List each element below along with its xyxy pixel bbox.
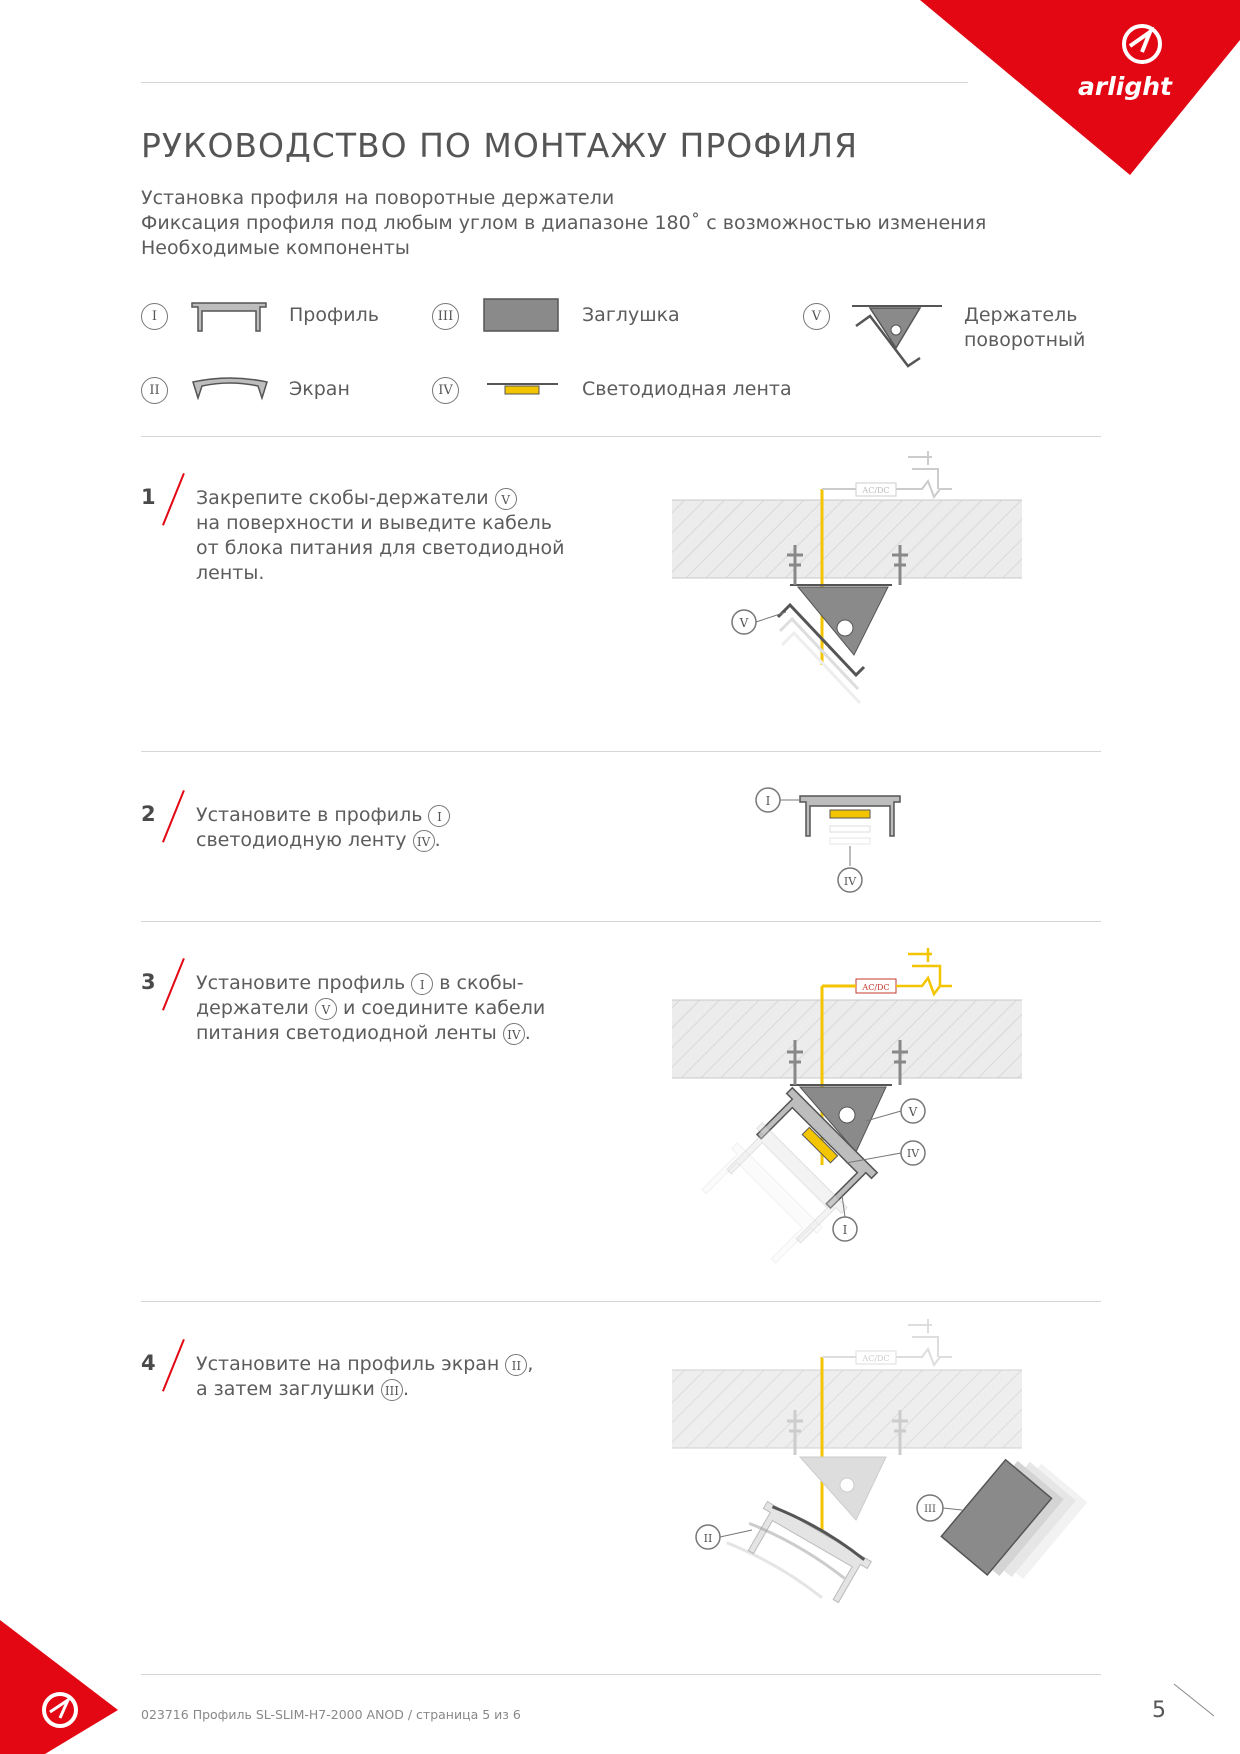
step-text-line: ленты. — [196, 562, 265, 584]
footer-divider — [141, 1674, 1101, 1675]
step-number: 4 — [141, 1351, 156, 1375]
led-strip-icon — [485, 380, 560, 402]
top-divider — [141, 82, 968, 83]
profile-icon — [188, 297, 270, 335]
step1-diagram — [660, 445, 1030, 735]
step-text-part: Закрепите скобы-держатели — [196, 487, 495, 509]
screen-cover-icon — [190, 372, 270, 402]
arlight-logo-icon — [1120, 22, 1164, 66]
diagram-label: I — [765, 794, 771, 808]
divider — [141, 436, 1101, 437]
intro-line: Необходимые компоненты — [141, 237, 410, 259]
intro-line: Установка профиля на поворотные держатели — [141, 187, 615, 209]
swivel-holder-icon — [850, 300, 945, 382]
step-text — [196, 1352, 533, 1402]
diagram-label: I — [842, 1223, 848, 1237]
step-text-part: . — [524, 1022, 531, 1044]
diagram-label: III — [924, 1504, 936, 1515]
component-label: Экран — [289, 378, 350, 400]
divider — [141, 1301, 1101, 1302]
numeral-badge: V — [803, 303, 830, 330]
brand-corner-bottom — [0, 1600, 130, 1754]
component-label: Светодиодная лента — [582, 378, 792, 400]
step3-diagram — [660, 940, 1030, 1275]
page-number: 5 — [1152, 1698, 1166, 1723]
step-text-part: держатели — [196, 997, 315, 1019]
numeral-badge: IV — [432, 377, 459, 404]
step-text-part: а затем заглушки — [196, 1378, 381, 1400]
step-text-part: Установите профиль — [196, 972, 412, 994]
component-label — [964, 303, 1085, 353]
part-ref-badge: I — [428, 805, 450, 827]
diagram-label: II — [703, 1532, 713, 1545]
numeral-badge: II — [141, 377, 168, 404]
acdc-label: AC/DC — [862, 486, 890, 495]
step-text-part: и соедините кабели — [336, 997, 546, 1019]
component-label: Заглушка — [582, 304, 680, 326]
acdc-label: AC/DC — [862, 1354, 890, 1363]
step-text — [196, 971, 545, 1046]
step-slash — [162, 473, 185, 526]
step-text-part: в скобы- — [433, 972, 524, 994]
diagram-label: IV — [843, 875, 857, 888]
page-corner-line — [1170, 1680, 1220, 1720]
footer-text: 023716 Профиль SL-SLIM-H7-2000 ANOD / страница 5 из 6 — [141, 1707, 521, 1722]
component-label-line: поворотный — [964, 329, 1086, 351]
divider — [141, 921, 1101, 922]
diagram-label: V — [739, 616, 749, 630]
part-ref-badge: V — [315, 998, 337, 1020]
component-label: Профиль — [289, 304, 379, 326]
part-ref-badge: V — [495, 488, 517, 510]
step-number: 1 — [141, 485, 156, 509]
step-slash — [162, 958, 185, 1011]
step-text — [196, 803, 450, 853]
part-ref-badge: I — [411, 973, 433, 995]
divider — [141, 751, 1101, 752]
step-text-part: Установите на профиль экран — [196, 1353, 506, 1375]
part-ref-badge: IV — [413, 830, 435, 852]
step-text-part: , — [527, 1353, 534, 1375]
step-text-part: Установите в профиль — [196, 804, 429, 826]
step2-diagram — [750, 780, 950, 895]
step-text-line: от блока питания для светодиодной — [196, 537, 565, 559]
step4-diagram — [660, 1315, 1110, 1605]
part-ref-badge: IV — [503, 1023, 525, 1045]
diagram-label: V — [908, 1105, 918, 1119]
step-number: 2 — [141, 802, 156, 826]
numeral-badge: I — [141, 303, 168, 330]
step-slash — [162, 1339, 185, 1392]
page-title: РУКОВОДСТВО ПО МОНТАЖУ ПРОФИЛЯ — [141, 126, 859, 165]
step-text-line: на поверхности и выведите кабель — [196, 512, 552, 534]
end-cap-icon — [482, 297, 560, 333]
brand-logo-text: arlight — [1078, 72, 1172, 101]
step-text-part: светодиодную ленту — [196, 829, 413, 851]
step-number: 3 — [141, 970, 156, 994]
part-ref-badge: II — [505, 1354, 527, 1376]
component-label-line: Держатель — [964, 304, 1078, 326]
step-slash — [162, 790, 185, 843]
step-text-part: . — [402, 1378, 409, 1400]
step-text-part: питания светодиодной ленты — [196, 1022, 503, 1044]
numeral-badge: III — [432, 303, 459, 330]
intro-text — [141, 186, 986, 261]
intro-line: Фиксация профиля под любым углом в диапазоне 180˚ с возможностью изменения — [141, 212, 987, 234]
step-text-part: . — [434, 829, 441, 851]
step-text — [196, 486, 565, 586]
part-ref-badge: III — [381, 1379, 403, 1401]
acdc-label: AC/DC — [862, 983, 890, 992]
diagram-label: IV — [906, 1147, 920, 1160]
